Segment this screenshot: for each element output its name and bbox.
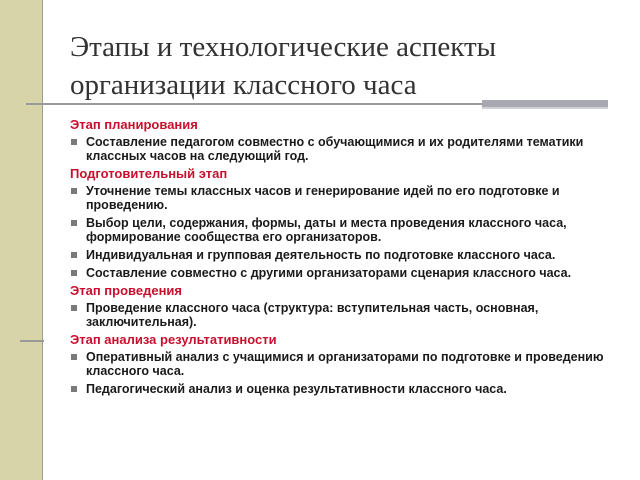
bullet-list bbox=[70, 135, 625, 163]
list-item bbox=[70, 248, 625, 262]
list-item-text: Уточнение темы классных часов и генерирование идей по его подготовке и проведению. bbox=[86, 184, 560, 212]
bullet-list bbox=[70, 301, 625, 329]
square-bullet-icon bbox=[71, 188, 77, 194]
list-item-text: Проведение классного часа (структура: вступительная часть, основная, заключительная). bbox=[86, 301, 539, 329]
list-item-text: Оперативный анализ с учащимися и организаторами по подготовке и проведению классного часа. bbox=[86, 350, 604, 378]
square-bullet-icon bbox=[71, 220, 77, 226]
title-divider-accent-shadow bbox=[482, 107, 608, 109]
square-bullet-icon bbox=[71, 270, 77, 276]
list-item-text: Выбор цели, содержания, формы, даты и места проведения классного часа, формирование сообщества его организаторов. bbox=[86, 216, 567, 244]
title-line-2: организации классного часа bbox=[70, 69, 417, 101]
list-item bbox=[70, 266, 625, 280]
left-sidebar-border bbox=[42, 0, 43, 480]
section-heading: Этап анализа результативности bbox=[70, 332, 277, 347]
list-item bbox=[70, 216, 625, 244]
list-item bbox=[70, 301, 625, 329]
section-heading: Этап планирования bbox=[70, 117, 198, 132]
section-conducting bbox=[70, 284, 625, 329]
sidebar-tick-line bbox=[20, 340, 44, 342]
square-bullet-icon bbox=[71, 139, 77, 145]
title-line-1: Этапы и технологические аспекты bbox=[70, 31, 497, 63]
left-sidebar-decoration bbox=[0, 0, 42, 480]
bullet-list bbox=[70, 184, 625, 280]
list-item bbox=[70, 135, 625, 163]
list-item bbox=[70, 382, 625, 396]
bullet-list bbox=[70, 350, 625, 396]
list-item-text: Составление педагогом совместно с обучающимися и их родителями тематики классных часов на следующий год. bbox=[86, 135, 584, 163]
list-item-text: Индивидуальная и групповая деятельность по подготовке классного часа. bbox=[86, 248, 556, 262]
title-divider-accent bbox=[482, 100, 608, 107]
section-analysis bbox=[70, 333, 625, 396]
square-bullet-icon bbox=[71, 305, 77, 311]
list-item-text: Педагогический анализ и оценка результативности классного часа. bbox=[86, 382, 507, 396]
section-heading: Подготовительный этап bbox=[70, 166, 228, 181]
list-item-text: Составление совместно с другими организаторами сценария классного часа. bbox=[86, 266, 572, 280]
square-bullet-icon bbox=[71, 354, 77, 360]
slide-content bbox=[70, 118, 625, 400]
section-planning bbox=[70, 118, 625, 163]
list-item bbox=[70, 184, 625, 212]
square-bullet-icon bbox=[71, 252, 77, 258]
title-divider-line bbox=[26, 103, 482, 105]
list-item bbox=[70, 350, 625, 378]
section-heading: Этап проведения bbox=[70, 283, 183, 298]
square-bullet-icon bbox=[71, 386, 77, 392]
section-preparation bbox=[70, 167, 625, 280]
slide-title bbox=[70, 28, 610, 104]
